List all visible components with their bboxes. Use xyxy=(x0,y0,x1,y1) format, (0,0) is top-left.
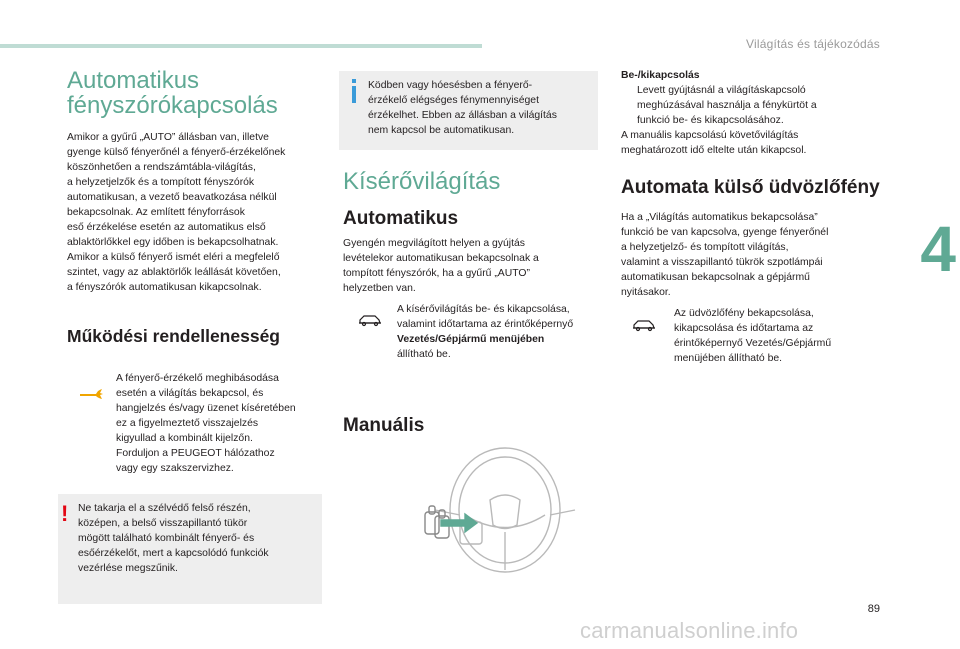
column-3 xyxy=(621,68,881,300)
warning-icon: ! xyxy=(61,501,69,526)
auto-headlights-title: Automatikus fényszórókapcsolás xyxy=(67,67,278,119)
onoff-text: A manuális kapcsolású követővilágítás meghatározott idő eltelte után kikapcsol. xyxy=(621,130,807,156)
page-number: 89 xyxy=(867,603,880,615)
info-text: Ködben vagy hóesésben a fényerő- érzékelő elégséges fénymennyiséget érzékelhet. Ebben az állásban a világítás nem kapcsol be automatikusan. xyxy=(368,80,557,136)
steering-wheel-illustration xyxy=(405,440,605,595)
malfunction-note: A fényerő-érzékelő meghibásodása esetén a világítás bekapcsol, és hangjelzés és/vagy üzenet kíséretében ez a figyelmeztető visszajelzés kigyullad a kombinált kijelzőn. Forduljon a PEUGEOT hálózathoz vagy egy szakszervizhez. xyxy=(116,373,296,474)
car-icon xyxy=(632,318,656,337)
chapter-number: 4 xyxy=(920,213,956,285)
malfunction-title: Működési rendellenesség xyxy=(67,326,280,346)
header-bar xyxy=(0,44,482,48)
onoff-bullet: Levett gyújtásnál a világításkapcsoló meghúzásával használja a fénykürtöt a funkció be- és kikapcsolásához. xyxy=(637,85,817,126)
column-1 xyxy=(67,68,327,347)
onoff-title: Be-/kikapcsolás xyxy=(621,70,700,81)
follow-me-auto-title: Automatikus xyxy=(343,208,459,229)
warning-text: Ne takarja el a szélvédő felső részén, középen, a belső visszapillantó tükör mögött található kombinált fényerő- és esőérzékelőt, mert a kapcsolódó funkciók vezérlése megszűnik. xyxy=(78,503,269,574)
watermark: carmanualsonline.info xyxy=(580,618,799,643)
follow-me-auto-text: Gyengén megvilágított helyen a gyújtás levételekor automatikusan bekapcsolnak a tompított fényszórók, ha a gyűrű „AUTO” helyzetben van. xyxy=(343,238,539,294)
manual-title: Manuális xyxy=(343,415,425,436)
welcome-touch-note: Az üdvözlőfény bekapcsolása, kikapcsolása és időtartama az érintőképernyő Vezetés/Gépjármű menüjében állítható be. xyxy=(674,308,832,364)
car-icon xyxy=(358,313,382,332)
follow-me-touch-note: A kísérővilágítás be- és kikapcsolása, valamint időtartama az érintőképernyő Vezetés/Gépjármű menüjében állítható be. xyxy=(397,304,574,360)
info-icon xyxy=(350,79,358,108)
follow-me-title: Kísérővilágítás xyxy=(343,168,501,195)
wrench-icon xyxy=(78,384,106,407)
welcome-light-title: Automata külső üdvözlőfény xyxy=(621,177,880,198)
welcome-light-text: Ha a „Világítás automatikus bekapcsolása” funkció be van kapcsolva, gyenge fényerőnél a helyzetjelző- és tompított világítás, valamint a visszapillantó tükrök szpotlámpái automatikusan bekapcsolnak a gépjármű nyitásakor. xyxy=(621,212,829,298)
column-2 xyxy=(343,169,603,296)
auto-headlights-text: Amikor a gyűrű „AUTO” állásban van, illetve gyenge külső fényerőnél a fényerő-érzékelőnek köszönhetően a rendszámtábla-világítás, a helyzetjelzők és a tompított fényszórók automatikusan, a vezető beavatkozása nélkül bekapcsolnak. Az említett fényforrások eső érzékelése esetén az automatikus első ablaktörlőkkel egy időben is bekapcsolhatnak. Amikor a külső fényerő ismét eléri a megfelelő szintet, vagy az ablaktörlők leállását követően, a fényszórók automatikusan kikapcsolnak. xyxy=(67,132,286,293)
section-title: Világítás és tájékozódás xyxy=(746,37,880,51)
